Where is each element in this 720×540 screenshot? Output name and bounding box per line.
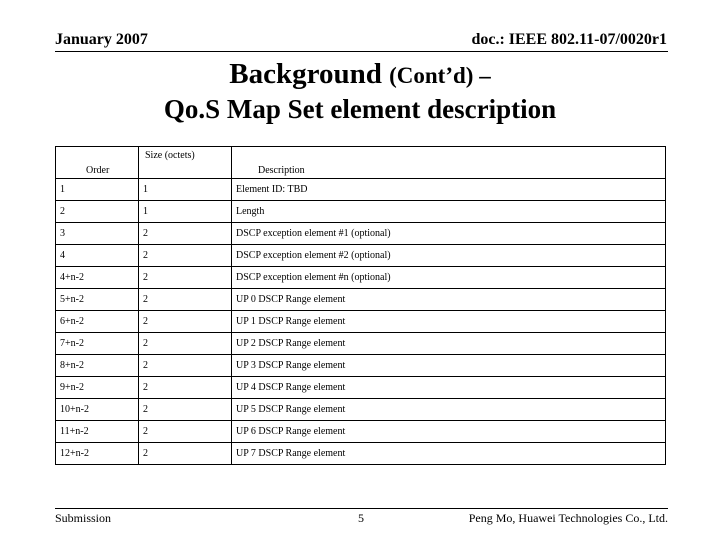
table-row bbox=[56, 223, 666, 245]
table-row bbox=[56, 201, 666, 223]
cell-description: UP 7 DSCP Range element bbox=[232, 443, 666, 465]
cell-description: Length bbox=[232, 201, 666, 223]
table-row bbox=[56, 377, 666, 399]
cell-order: 10+n-2 bbox=[56, 399, 139, 421]
table-row bbox=[56, 443, 666, 465]
cell-size: 2 bbox=[139, 399, 232, 421]
footer-author: Peng Mo, Huawei Technologies Co., Ltd. bbox=[468, 511, 668, 525]
column-header-description bbox=[232, 147, 666, 179]
table-row bbox=[56, 399, 666, 421]
cell-size: 1 bbox=[139, 201, 232, 223]
cell-description: DSCP exception element #2 (optional) bbox=[232, 245, 666, 267]
cell-size: 2 bbox=[139, 377, 232, 399]
cell-order: 2 bbox=[56, 201, 139, 223]
cell-size: 1 bbox=[139, 179, 232, 201]
header-date: January 2007 bbox=[55, 31, 148, 48]
header-divider bbox=[55, 51, 668, 52]
cell-description: UP 6 DSCP Range element bbox=[232, 421, 666, 443]
cell-size: 2 bbox=[139, 443, 232, 465]
cell-description: UP 5 DSCP Range element bbox=[232, 399, 666, 421]
table-body bbox=[56, 179, 666, 465]
column-header-size bbox=[139, 147, 232, 179]
cell-order: 4 bbox=[56, 245, 139, 267]
cell-order: 5+n-2 bbox=[56, 289, 139, 311]
slide-title-main: Background bbox=[229, 58, 390, 90]
cell-description: Element ID: TBD bbox=[232, 179, 666, 201]
column-header-size-label: Size (octets) bbox=[145, 150, 195, 161]
cell-order: 1 bbox=[56, 179, 139, 201]
cell-order: 3 bbox=[56, 223, 139, 245]
cell-size: 2 bbox=[139, 421, 232, 443]
table-row bbox=[56, 311, 666, 333]
cell-size: 2 bbox=[139, 333, 232, 355]
cell-order: 6+n-2 bbox=[56, 311, 139, 333]
table-row bbox=[56, 267, 666, 289]
cell-size: 2 bbox=[139, 311, 232, 333]
column-header-description-label: Description bbox=[258, 165, 305, 176]
column-header-order-label: Order bbox=[86, 165, 110, 176]
cell-size: 2 bbox=[139, 245, 232, 267]
table-row bbox=[56, 245, 666, 267]
element-table bbox=[55, 146, 666, 465]
cell-description: UP 2 DSCP Range element bbox=[232, 333, 666, 355]
header-doc-id: doc.: IEEE 802.11-07/0020r1 bbox=[471, 31, 667, 48]
cell-size: 2 bbox=[139, 355, 232, 377]
cell-order: 4+n-2 bbox=[56, 267, 139, 289]
cell-size: 2 bbox=[139, 223, 232, 245]
cell-order: 7+n-2 bbox=[56, 333, 139, 355]
table-row bbox=[56, 333, 666, 355]
footer-page-number: 5 bbox=[358, 511, 364, 525]
table-row bbox=[56, 289, 666, 311]
cell-size: 2 bbox=[139, 267, 232, 289]
cell-description: DSCP exception element #n (optional) bbox=[232, 267, 666, 289]
cell-description: UP 1 DSCP Range element bbox=[232, 311, 666, 333]
column-header-order bbox=[56, 147, 139, 179]
slide-title bbox=[0, 58, 720, 91]
cell-order: 12+n-2 bbox=[56, 443, 139, 465]
cell-description: UP 3 DSCP Range element bbox=[232, 355, 666, 377]
table-row bbox=[56, 179, 666, 201]
footer-submission: Submission bbox=[55, 511, 112, 525]
slide-subtitle: Qo.S Map Set element description bbox=[163, 94, 557, 124]
table-header-row bbox=[56, 147, 666, 179]
cell-order: 8+n-2 bbox=[56, 355, 139, 377]
cell-description: DSCP exception element #1 (optional) bbox=[232, 223, 666, 245]
table-row bbox=[56, 355, 666, 377]
cell-order: 9+n-2 bbox=[56, 377, 139, 399]
footer-divider bbox=[55, 508, 668, 509]
cell-description: UP 0 DSCP Range element bbox=[232, 289, 666, 311]
cell-description: UP 4 DSCP Range element bbox=[232, 377, 666, 399]
cell-order: 11+n-2 bbox=[56, 421, 139, 443]
table-row bbox=[56, 421, 666, 443]
slide-title-cont: (Cont’d) – bbox=[389, 63, 491, 88]
cell-size: 2 bbox=[139, 289, 232, 311]
